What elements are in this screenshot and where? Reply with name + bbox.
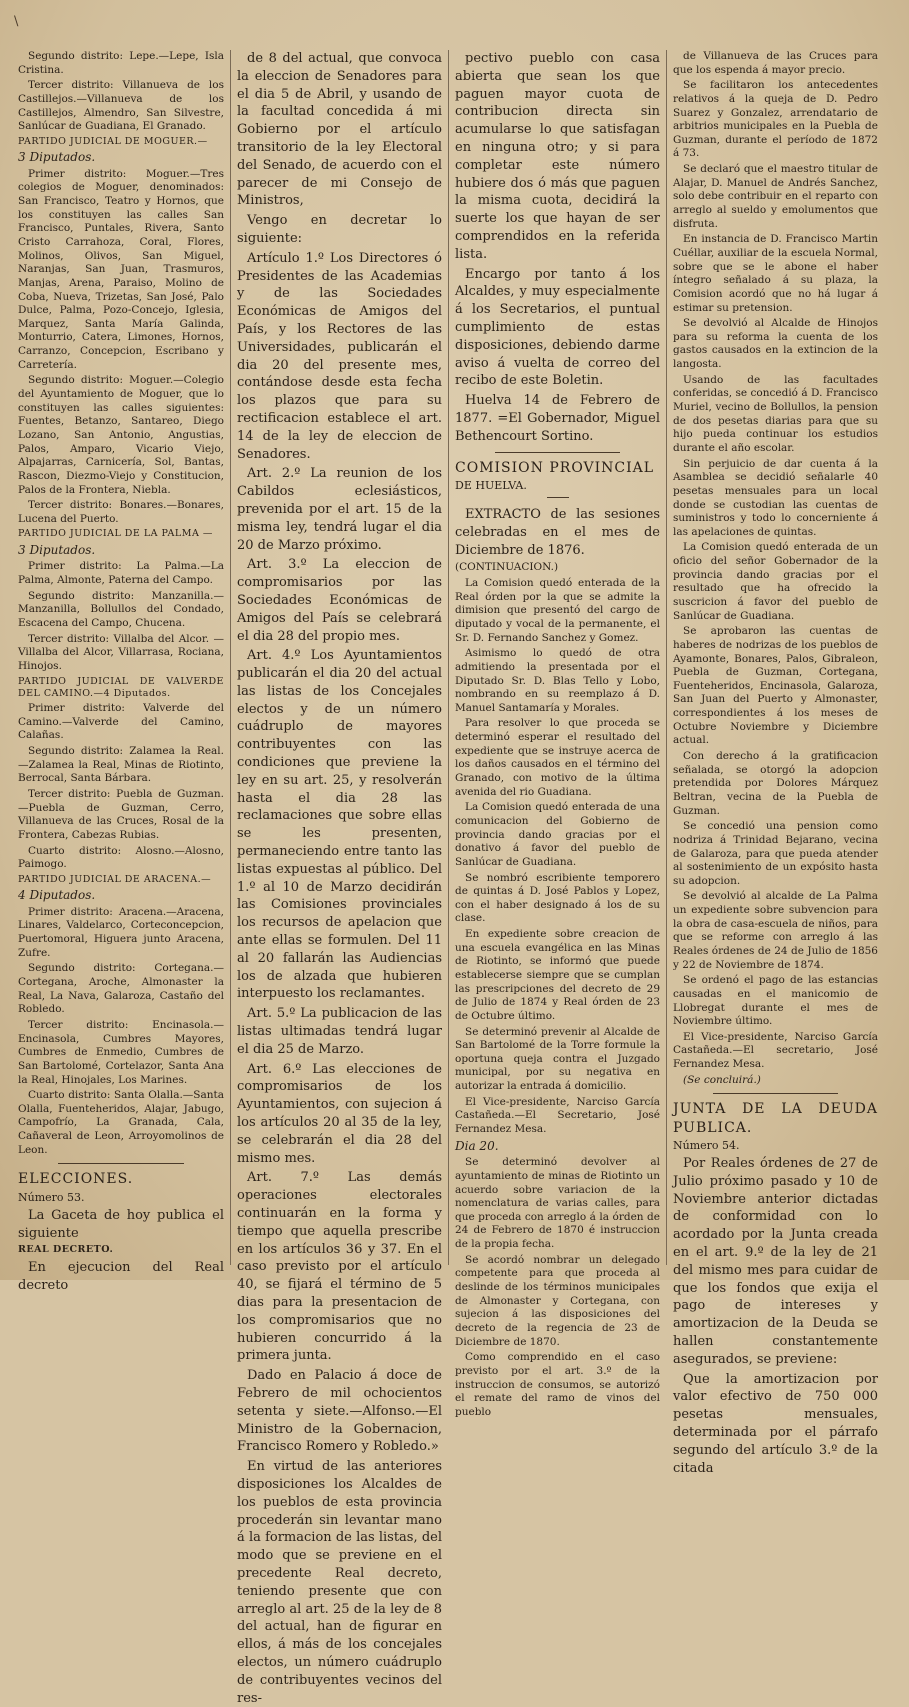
paragraph: Por Reales órdenes de 27 de Julio próximo pasado y 10 de Noviembre anterior dictadas de conformidad con lo acordado por la Junta creada en el art. 9.º de la ley de 21 del mismo mes para cuidar de que los fondos que exija el pago de intereses y amortizacion de la Deuda se hallen constantemente asegurados, se previene: xyxy=(673,1156,878,1367)
paragraph: Usando de las facultades conferidas, se concedió á D. Francisco Muriel, vecino de Bollullos, la pension de dos pesetas diarias para que su hijo pueda continuar los estudios durante el año escolar. xyxy=(673,373,878,454)
section-heading-aracena: PARTIDO JUDICIAL DE ARACENA.— xyxy=(18,873,212,885)
paragraph: Segundo distrito: Zalamea la Real. —Zalamea la Real, Minas de Riotinto, Berrocal, Santa Bárbara. xyxy=(18,745,224,785)
section-subheading: 3 Diputados. xyxy=(18,542,96,557)
column-1 xyxy=(12,50,230,1293)
paragraph: Se determinó devolver al ayuntamiento de minas de Riotinto un acuerdo sobre variacion de la nomenclatura de varias calles, para que proceda con arreglo á la órden de 24 de Febrero de 1870 é instruccion de la propia fecha. xyxy=(455,1156,660,1251)
real-decreto-heading: REAL DECRETO. xyxy=(18,1244,114,1256)
paragraph: Como comprendido en el caso previsto por el art. 3.º de la instruccion de consumos, se autorizó el remate del ramo de vinos del pueblo xyxy=(455,1351,660,1418)
paragraph: Tercer distrito: Villanueva de los Castillejos.—Villanueva de los Castillejos, Almendro, San Silvestre, Sanlúcar de Guadiana, El Granado. xyxy=(18,79,224,133)
paragraph: Se devolvió al Alcalde de Hinojos para su reforma la cuenta de los gastos causados en la extincion de la langosta. xyxy=(673,317,878,371)
paragraph: Art. 7.º Las demás operaciones electorales continuarán en la forma y tiempo que aquella prescribe en los artículos 36 y 37. En el caso previsto por el artículo 40, se fijará el término de 5 dias para la presentacion de los compromisarios que no hubieren concurrido á la primera junta. xyxy=(237,1170,442,1364)
paragraph: Art. 2.º La reunion de los Cabildos eclesiásticos, prevenida por el art. 15 de la misma ley, tendrá lugar el dia 20 de Marzo próximo. xyxy=(237,466,442,553)
paragraph: Asimismo lo quedó de otra admitiendo la presentada por el Diputado Sr. D. Blas Tello y Lobo, nombrando en su reemplazo á D. Manuel Santamaría y Morales. xyxy=(455,647,660,714)
column-4 xyxy=(666,50,884,1476)
divider xyxy=(713,1093,838,1094)
comision-heading: COMISION PROVINCIAL xyxy=(455,459,655,476)
paragraph: Primer distrito: Aracena.—Aracena, Linares, Valdelarco, Corteconcepcion, Puertomoral, Higuera junto Aracena, Zufre. xyxy=(18,905,224,959)
paragraph: Segundo distrito: Cortegana.—Cortegana, Aroche, Almonaster la Real, La Nava, Galaroza, Castaño del Robledo. xyxy=(18,962,224,1016)
paragraph: Vengo en decretar lo siguiente: xyxy=(237,213,442,246)
paragraph: Se facilitaron los antecedentes relativos á la queja de D. Pedro Suarez y Gonzalez, arrendatario de arbitrios municipales en la Puebla de Guzman, durante el período de 1872 á 73. xyxy=(673,79,878,160)
numero-label: Número 54. xyxy=(673,1138,740,1152)
paragraph: Primer distrito: La Palma.—La Palma, Almonte, Paterna del Campo. xyxy=(18,560,224,587)
paragraph: El Vice-presidente, Narciso García Castañeda.—El secretario, José Fernandez Mesa. xyxy=(673,1030,878,1071)
extracto-title: EXTRACTO de las sesiones celebradas en el mes de Diciembre de 1876. xyxy=(455,507,660,558)
paragraph: Segundo distrito: Manzanilla.—Manzanilla, Bollullos del Condado, Escacena del Campo, Chucena. xyxy=(18,589,224,629)
section-subheading: 3 Diputados. xyxy=(18,150,96,165)
paragraph: Dado en Palacio á doce de Febrero de mil ochocientos setenta y siete.—Alfonso.—El Ministro de la Gobernacion, Francisco Romero y Robledo.» xyxy=(237,1368,442,1455)
corner-mark: \ xyxy=(14,14,19,29)
paragraph: Art. 4.º Los Ayuntamientos publicarán el dia 20 del actual las listas de los Concejales electos y de un número cuádruplo de mayores contribuyentes con las condiciones que previene la ley en su art. 25, y resolverán hasta el dia 28 las reclamaciones que sobre ellas se les presenten, permaneciendo entre tanto las listas expuestas al público. Del 1.º al 10 de Marzo decidirán las Comisiones provinciales los recursos de apelacion que ante ellas se formulen. Del 11 al 20 fallarán las Audiencias los de alzada que hubieren interpuesto los reclamantes. xyxy=(237,648,442,1002)
paragraph: En ejecucion del Real decreto xyxy=(18,1259,224,1293)
paragraph: En instancia de D. Francisco Martin Cuéllar, auxiliar de la escuela Normal, sobre que se le abone el haber íntegro señalado á su plaza, la Comision acordó que no há lugar á estimar su pretension. xyxy=(673,233,878,314)
paragraph: Artículo 1.º Los Directores ó Presidentes de las Academias y de las Sociedades Económicas de Amigos del País, y los Rectores de las Universidades, publicarán el dia 20 del presente mes, contándose desde esta fecha los plazos que para su rectificacion establece el art. 14 de la ley de eleccion de Senadores. xyxy=(237,250,442,462)
paragraph: La Gaceta de hoy publica el siguiente xyxy=(18,1207,224,1241)
paragraph: Segundo distrito: Moguer.—Colegio del Ayuntamiento de Moguer, que lo constituyen las calles siguientes: Fuentes, Betanzo, Santareo, Diego Lozano, San Antonio, Angustias, Palos, Amparo, Vicario Viejo, Alpajarras, Carnicería, Sol, Bantas, Rascon, Diezmo-Viejo y Constitucion, Palos de la Frontera, Niebla. xyxy=(18,374,224,496)
numero-label: Número 53. xyxy=(18,1190,85,1204)
continuacion-label: (CONTINUACION.) xyxy=(455,561,559,574)
paragraph: En virtud de las anteriores disposiciones los Alcaldes de los pueblos de esta provincia procederán sin levantar mano á la formacion de las listas, del modo que se previene en el precedente Real decreto, teniendo presente que con arreglo al art. 25 de la ley de 8 del actual, han de figurar en ellos, á más de los concejales electos, un número cuádruplo de contribuyentes vecinos del res- xyxy=(237,1459,442,1706)
section-subheading: 4 Diputados. xyxy=(18,888,96,903)
paragraph: Para resolver lo que proceda se determinó esperar el resultado del expediente que se instruye acerca de los daños causados en el término del Granado, con motivo de la última avenida del rio Guadiana. xyxy=(455,717,660,798)
paragraph: La Comision quedó enterada de la Real órden por la que se admite la dimision que presentó del cargo de diputado y vocal de la permanente, el Sr. D. Fernando Sanchez y Gomez. xyxy=(455,577,660,644)
paragraph: Se aprobaron las cuentas de haberes de nodrizas de los pueblos de Ayamonte, Bonares, Palos, Gibraleon, Puebla de Guzman, Cortegana, Fuenteheridos, Encinasola, Galaroza, San Juan del Puerto y Almonaster, correspondientes á los meses de Octubre Noviembre y Diciembre actual. xyxy=(673,625,878,747)
paragraph: Primer distrito: Valverde del Camino.—Valverde del Camino, Calañas. xyxy=(18,702,224,742)
paragraph: Art. 6.º Las elecciones de compromisarios de los Ayuntamientos, con sujecion á los artículos 20 al 35 de la ley, se celebrarán el dia 28 del mismo mes. xyxy=(237,1061,442,1166)
paragraph: Se devolvió al alcalde de La Palma un expediente sobre subvencion para la obra de casa-escuela de niños, para que se reforme con arreglo á las Reales órdenes de 24 de Julio de 1856 y 22 de Noviembre de 1874. xyxy=(673,890,878,971)
paragraph: Que la amortizacion por valor efectivo de 750 000 pesetas mensuales, determinada por el párrafo segundo del artículo 3.º de la citada xyxy=(673,1371,878,1476)
column-2 xyxy=(230,50,448,1706)
paragraph: pectivo pueblo con casa abierta que sean los que paguen mayor cuota de contribucion directa sin acumularse lo que satisfagan en ninguna otro; y si para completar este número hubiere dos ó más que paguen la misma cuota, decidirá la suerte los que hayan de ser comprendidos en la referida lista. xyxy=(455,51,660,262)
paragraph: Tercer distrito: Bonares.—Bonares, Lucena del Puerto. xyxy=(18,499,224,525)
comision-subheading: DE HUELVA. xyxy=(455,478,527,492)
dia-heading: Dia 20. xyxy=(455,1138,499,1153)
continued-text xyxy=(455,50,660,446)
paragraph: Se nombró escribiente temporero de quintas á D. José Pablos y Lopez, con el haber designado á los de su clase. xyxy=(455,871,660,925)
divider xyxy=(58,1163,184,1164)
paragraph: Art. 5.º La publicacion de las listas ultimadas tendrá lugar el dia 25 de Marzo. xyxy=(237,1006,442,1057)
concluira-label: (Se concluirá.) xyxy=(683,1073,761,1086)
signature: Huelva 14 de Febrero de 1877. =El Gobernador, Miguel Bethencourt Sortino. xyxy=(455,393,660,444)
paragraph: Cuarto distrito: Alosno.—Alosno, Paimogo. xyxy=(18,844,224,871)
paragraph: de Villanueva de las Cruces para que los espenda á mayor precio. xyxy=(673,50,878,76)
paragraph: Tercer distrito: Puebla de Guzman. —Puebla de Guzman, Cerro, Villanueva de las Cruces, Rosal de la Frontera, Cabezas Rubias. xyxy=(18,788,224,841)
junta-text xyxy=(673,1155,878,1477)
paragraph: El Vice-presidente, Narciso García Castañeda.—El Secretario, José Fernandez Mesa. xyxy=(455,1095,660,1136)
short-divider xyxy=(547,497,569,498)
paragraph: La Comision quedó enterada de una comunicacion del Gobierno de provincia dando gracias por el donativo á favor del pueblo de Sanlúcar de Guadiana. xyxy=(455,801,660,868)
junta-heading: JUNTA DE LA DEUDA PUBLICA. xyxy=(673,1101,878,1136)
paragraph: Tercer distrito: Encinasola.—Encinasola, Cumbres Mayores, Cumbres de Enmedio, Cumbres de San Bartolomé, Cortelazor, Santa Ana la Real, Hinojales, Los Marines. xyxy=(18,1018,224,1086)
paragraph: Se ordenó el pago de las estancias causadas en el manicomio de Llobregat durante el mes de Noviembre último. xyxy=(673,974,878,1028)
divider xyxy=(495,452,620,453)
paragraph: Se acordó nombrar un delegado competente para que proceda al deslinde de los términos municipales de Almonaster y Cortegana, con sujecion á las disposiciones del decreto de la regencia de 23 de Diciembre de 1870. xyxy=(455,1253,660,1348)
column-3 xyxy=(448,50,666,1418)
section-heading-valverde: PARTIDO JUDICIAL DE VALVERDE DEL CAMINO.—4 Diputados. xyxy=(18,675,224,699)
paragraph: Primer distrito: Moguer.—Tres colegios de Moguer, denominados: San Francisco, Teatro y Hornos, que los constituyen las calles San Francisco, Puntales, Rivera, Santo Cristo Carrahoza, Coral, Flores, Molinos, Olivos, San Miguel, Naranjas, San Juan, Trasmuros, Manjas, Arena, Paraiso, Molino de Coba, Nueva, Trizetas, San José, Palo Dulce, Palma, Pozo-Concejo, Iglesia, Marquez, Santa María Galinda, Monturrio, Catera, Limones, Hornos, Carranzo, Concepcion, Escribano y Carretería. xyxy=(18,167,224,371)
paragraph: Cuarto distrito: Santa Olalla.—Santa Olalla, Fuenteheridos, Alajar, Jabugo, Campofrío, La Granada, Cala, Cañaveral de Leon, Arroyomolinos de Leon. xyxy=(18,1089,224,1156)
paragraph: de 8 del actual, que convoca la eleccion de Senadores para el dia 5 de Abril, y usando de la facultad concedida á mi Gobierno por el artículo transitorio de la ley Electoral del Senado, de acuerdo con el parecer de mi Consejo de Ministros, xyxy=(237,51,442,209)
paragraph: Se determinó prevenir al Alcalde de San Bartolomé de la Torre formule la oportuna queja contra el Juzgado municipal, por su negativa en autorizar la entrada á domicilio. xyxy=(455,1025,660,1093)
paragraph: Se declaró que el maestro titular de Alajar, D. Manuel de Andrés Sanchez, solo debe contribuir en el reparto con arreglo al sueldo y emolumentos que disfruta. xyxy=(673,163,878,230)
paragraph: La Comision quedó enterada de un oficio del señor Gobernador de la provincia dando gracias por el resultado que ha ofrecido la suscricion á favor del pueblo de Sanlúcar de Guadiana. xyxy=(673,541,878,622)
elecciones-heading: ELECCIONES. xyxy=(18,1171,134,1188)
paragraph: Segundo distrito: Lepe.—Lepe, Isla Cristina. xyxy=(18,50,224,76)
section-heading-palma: PARTIDO JUDICIAL DE LA PALMA — xyxy=(18,528,213,540)
paragraph: Con derecho á la gratificacion señalada, se otorgó la adopcion pretendida por Dolores Márquez Beltran, vecina de la Puebla de Guzman. xyxy=(673,750,878,817)
section-heading-moguer: PARTIDO JUDICIAL DE MOGUER.— xyxy=(18,135,208,147)
paragraph: Tercer distrito: Villalba del Alcor. —Villalba del Alcor, Villarrasa, Rociana, Hinojos. xyxy=(18,632,224,672)
paragraph: Sin perjuicio de dar cuenta á la Asamblea se decidió señalarle 40 pesetas mensuales para un local donde se custodian las cuentas de suministros y todo lo concerniente á las apelaciones de quintas. xyxy=(673,457,878,538)
paragraph: Se concedió una pension como nodriza á Trinidad Bejarano, vecina de Galaroza, para que pueda atender al sostenimiento de un expósito hasta su adopcion. xyxy=(673,820,878,887)
paragraph: Encargo por tanto á los Alcaldes, y muy especialmente á los Secretarios, el puntual cumplimiento de estas disposiciones, debiendo darme aviso á vuelta de correo del recibo de este Boletin. xyxy=(455,266,660,389)
paragraph: Art. 3.º La eleccion de compromisarios por las Sociedades Económicas de Amigos del País se celebrará el dia 28 del propio mes. xyxy=(237,557,442,644)
paragraph: En expediente sobre creacion de una escuela evangélica en las Minas de Riotinto, se informó que puede establecerse siempre que se cumplan las prescripciones del decreto de 29 de Julio de 1874 y Real órden de 23 de Octubre último. xyxy=(455,928,660,1022)
columns xyxy=(12,50,899,1706)
